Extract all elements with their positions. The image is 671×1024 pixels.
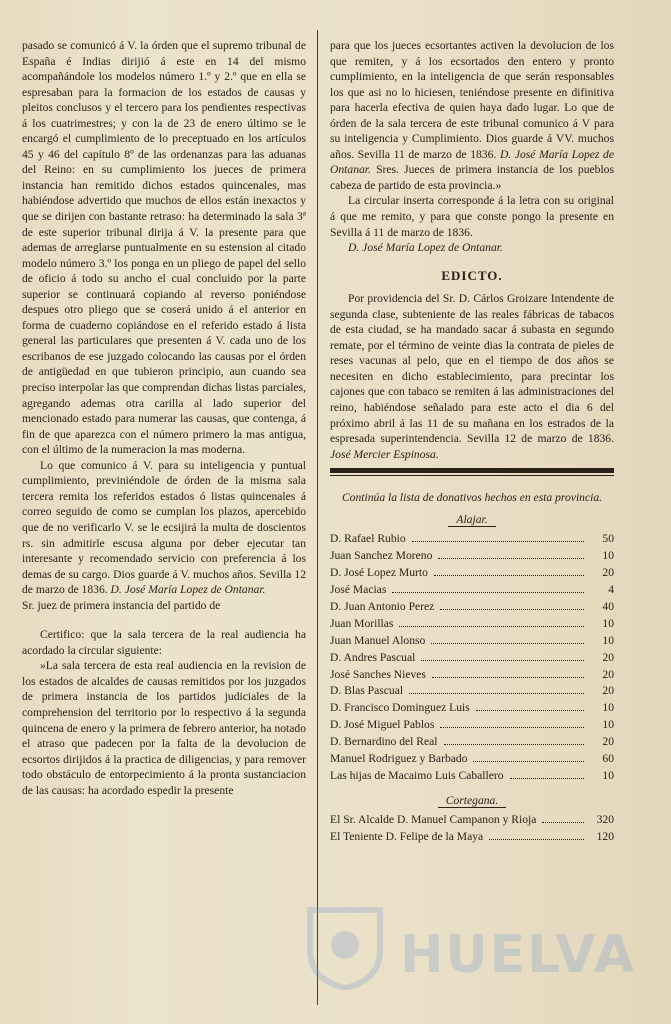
paragraph-edicto <box>330 291 614 462</box>
donor-amount: 50 <box>602 532 614 546</box>
donor-name: D. Blas Pascual <box>330 684 404 698</box>
donor-row <box>330 616 614 633</box>
dot-leader <box>432 677 584 678</box>
section-title-cortegana-text: Cortegana. <box>438 794 507 808</box>
dot-leader <box>431 643 584 644</box>
right-column <box>330 38 614 846</box>
dot-leader <box>421 660 584 661</box>
donor-row <box>330 751 614 768</box>
donor-name: D. Juan Antonio Perez <box>330 599 435 613</box>
dot-leader <box>438 558 584 559</box>
donor-amount: 4 <box>608 583 614 597</box>
dot-leader <box>476 710 584 711</box>
donor-name: D. Francisco Dominguez Luis <box>330 701 470 715</box>
donations-list-title: Continúa la lista de donativos hechos en esta provincia. <box>341 491 603 505</box>
donor-row <box>330 812 614 829</box>
signature-mercier: José Mercier Espinosa. <box>330 447 439 461</box>
donor-amount: 40 <box>602 599 614 613</box>
donor-name: José Sanches Nieves <box>330 667 426 681</box>
donor-row <box>330 700 614 717</box>
paragraph-certifico: Certifico: que la sala tercera de la real audiencia ha acordado la circular siguiente: <box>22 628 306 657</box>
donor-row <box>330 717 614 734</box>
donor-amount: 10 <box>602 633 614 647</box>
dot-leader <box>444 744 584 745</box>
donor-name: Las hijas de Macaimo Luis Caballero <box>330 769 504 782</box>
donor-row <box>330 548 614 565</box>
dot-leader <box>434 575 584 576</box>
paragraph-ecsortos-text: para que los jueces ecsortantes activen la devolucion de los que remiten, y á los ecsortados den entero y pronto cumplimiento, en la inteligencia de que serán responsables los que asi no lo hiciesen, teniéndose presente en difinitiva para hacerla efectiva de quien haya dado lugar. Lo que de órden de la sala tercera de este tribunal comunico á V para su inteligencia y Cumplimiento. Dios guarde á VV. muchos años. Sevilla 11 de marzo de 1836. <box>330 39 614 161</box>
paragraph-circular: »La sala tercera de esta real audiencia en la revision de los estados de alcaldes de causas remitidos por los juzgados de primera instancia de los partidos judiciales de la comprehension del territorio por lo respectivo á la segunda quincena de enero y la primera de febrero anterior, ha notado el atraso que padecen por la falta de la devolucion de ecsortos dirijidos á la practica de diligencias, y para remover todo obstáculo de entorpecimiento á la pronta sustanciacion de las causas: ha acordado espedir la presente <box>22 659 306 797</box>
donor-name: D. Bernardino del Real <box>330 735 438 749</box>
donor-name: El Sr. Alcalde D. Manuel Campanon y Rioja <box>330 813 537 827</box>
donor-amount: 10 <box>602 718 614 732</box>
paragraph-ecsortos <box>330 38 614 193</box>
left-column <box>22 38 306 798</box>
donor-name: Manuel Rodriguez y Barbado <box>330 752 468 766</box>
addressees-jueces: Sres. Jueces de primera instancia de los pueblos cabeza de partido de esta provincia.» <box>330 163 614 192</box>
donor-amount: 20 <box>602 684 614 698</box>
donor-name: D. José Miguel Pablos <box>330 718 435 732</box>
donor-name: D. Rafael Rubio <box>330 532 406 546</box>
dot-leader <box>412 541 584 542</box>
edicto-heading: EDICTO. <box>441 267 503 283</box>
donor-amount: 320 <box>596 813 614 827</box>
dot-leader <box>392 592 584 593</box>
donor-amount: 60 <box>602 752 614 766</box>
donor-amount: 20 <box>602 566 614 580</box>
paragraph-orden-supremo: pasado se comunicó á V. la órden que el supremo tribunal de España é Indias dirijió á este en 14 del mismo acompañándole los modelos número 1.º y 2.º que en ella se espresaban para la formacion de los estados de causas y pleitos conclusos y el tercero para los pendientes respectivas á los cuatrimestres; y con la de 23 de enero último se le encargó el cumplimiento de lo preceptuado en los artículos 45 y 46 del capítulo 8º de las ordenanzas para las aduanas del Reino: en su cumplimiento los jueces de primera instancia han remitido dichos estados quincenales, mas habiéndose advertido que muchos de ellos están inexactos y que se dirijen con bastante retraso: ha determinado la sala 3ª de este superior tribunal dirija á V. la presente para que ademas de arreglarse puntualmente en su estension al citado modelo número 3.º los ponga en un pliego de papel del sello de oficio á todo su ancho el cual concluido por la parte superior se continuará copiando al reverso poniéndose despues otro pliego que se coserá unido á el anterior en forma de cuaderno copiándose en el referido estado á lista general las particulares que presenten á V. cada uno de los escribanos de ese juzgado colocando las causas por el órden de antigüedad en que tubieron principio, aun cuando sea preciso interpolar las que comprendan dichas listas parciales, agregando ademas otra carilla al lado superior del mencionado estado para numerar las causas, que contenga, á fin de que aparezca con el número primero la mas antigua, con el último de la numeracion la mas moderna. <box>22 39 306 457</box>
signature-lopez-ontanar: D. José María Lopez de Ontanar. <box>110 583 266 597</box>
dot-leader <box>440 609 584 610</box>
signature-lopez-ontanar-3: D. José María Lopez de Ontanar. <box>348 241 503 255</box>
donor-amount: 120 <box>596 830 614 844</box>
donor-name: Juan Sanchez Moreno <box>330 549 433 563</box>
column-divider <box>317 30 318 1005</box>
dot-leader <box>542 822 584 823</box>
signature-lopez-ontanar-2: D. José María Lopez de Ontanar. <box>330 147 614 177</box>
shield-icon <box>300 900 390 990</box>
donor-name: D. José Lopez Murto <box>330 566 428 580</box>
dot-leader <box>473 761 584 762</box>
donor-row <box>330 667 614 684</box>
donor-row <box>330 829 614 846</box>
dot-leader <box>409 693 584 694</box>
dot-leader <box>399 626 584 627</box>
dot-leader <box>440 727 584 728</box>
donor-row <box>330 565 614 582</box>
donor-row <box>330 768 614 785</box>
separator-thick-rule <box>330 468 614 473</box>
donor-list-cortegana <box>330 812 614 846</box>
watermark-text: HUELVA <box>400 925 637 985</box>
donor-name: El Teniente D. Felipe de la Maya <box>330 830 484 844</box>
donor-row <box>330 599 614 616</box>
section-title-cortegana <box>330 793 614 809</box>
donor-row <box>330 531 614 548</box>
donor-name: Juan Manuel Alonso <box>330 633 426 647</box>
paragraph-circular-inserta: La circular inserta corresponde á la letra con su original á que me remito, y para que conste pongo la presente en Sevilla á 11 de marzo de 1836. <box>330 194 614 239</box>
donor-amount: 20 <box>602 650 614 664</box>
donor-name: José Macias <box>330 583 387 597</box>
dot-leader <box>510 778 584 779</box>
donor-amount: 10 <box>602 701 614 715</box>
addressee-juez: Sr. juez de primera instancia del partido de <box>22 598 221 612</box>
section-title-alajar-text: Alajar. <box>448 513 495 527</box>
section-title-alajar <box>330 512 614 528</box>
donor-row <box>330 650 614 667</box>
donor-amount: 10 <box>602 769 614 782</box>
paragraph-edicto-text: Por providencia del Sr. D. Cárlos Groizare Intendente de segunda clase, subteniente de las reales fábricas de tabacos de esta ciudad, se ha mandado sacar á subasta en segundo remate, por el término de veinte dias la contrata de pieles de reses vacunas al pelo, que en el tiempo de dos años se necesiten en dicho establecimiento, para precintar los cajones que con tabaco se remiten á las administraciones del reino, habiéndose señalado para este acto el dia 6 del próximo abril á las 11 de su mañana en los estrados de la espresada superintendencia. Sevilla 12 de marzo de 1836. <box>330 292 614 446</box>
donor-amount: 10 <box>602 616 614 630</box>
donor-amount: 20 <box>602 735 614 749</box>
donor-list-alajar <box>330 531 614 785</box>
donor-name: Juan Morillas <box>330 616 394 630</box>
donor-row <box>330 683 614 700</box>
donor-amount: 10 <box>602 549 614 563</box>
watermark-huelva <box>300 900 637 1000</box>
paragraph-comunico-text: Lo que comunico á V. para su inteligencia y puntual cumplimiento, previniéndole de órden de la misma sala tercera remita los referidos estados ó listas quincenales á correo seguido de como se cumplan los plazos, apercebido que de no verificarlo V. se le ecsijirá la multa de doscientos rs. sin admitirle escusa alguna por deber ejecutar tan interesante y recomendado servicio con preferencia á los demas de su cargo. Dios guarde á V. muchos años. Sevilla 12 de marzo de 1836. <box>22 458 306 597</box>
donor-row <box>330 582 614 599</box>
paragraph-comunico <box>22 458 306 598</box>
dot-leader <box>489 839 584 840</box>
separator-thin-rule <box>330 475 614 476</box>
donor-row <box>330 734 614 751</box>
donor-amount: 20 <box>602 667 614 681</box>
donor-name: D. Andres Pascual <box>330 650 416 664</box>
donor-row <box>330 633 614 650</box>
